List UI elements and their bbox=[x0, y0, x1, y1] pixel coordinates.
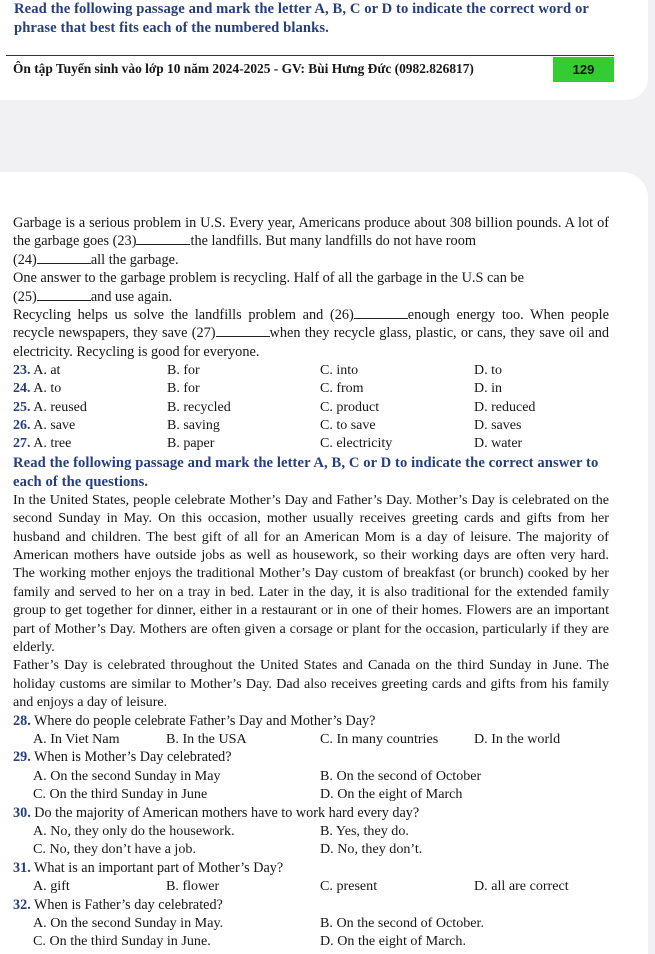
passage1-text: and use again. bbox=[90, 288, 173, 305]
option-b: B. for bbox=[167, 362, 200, 378]
option-d: D. reduced bbox=[474, 399, 536, 415]
options-31 bbox=[33, 877, 613, 895]
option-c: C. to save bbox=[320, 418, 376, 433]
question-row-24 bbox=[13, 380, 613, 398]
passage1-line-24 bbox=[13, 251, 609, 269]
option-d: D. to bbox=[474, 362, 502, 378]
question-number: 26. bbox=[13, 418, 31, 433]
options-29-ab bbox=[33, 767, 613, 785]
options-28 bbox=[33, 730, 613, 748]
passage1-text: Garbage is a serious problem in U.S. Every year, Americans produce about 308 billion pounds. A lot of the garbage goes (23) bbox=[13, 215, 609, 250]
option-d: D. No, they don’t. bbox=[320, 841, 423, 858]
options-32-ab bbox=[33, 914, 613, 932]
passage1-text: all the garbage. bbox=[90, 251, 179, 268]
option-d: D. On the eight of March bbox=[320, 786, 463, 803]
option-b: B. flower bbox=[166, 878, 220, 895]
option-b: B. recycled bbox=[167, 399, 231, 415]
option-a: A. On the second Sunday in May. bbox=[33, 915, 224, 931]
options-32-cd bbox=[33, 932, 613, 950]
option-b: B. paper bbox=[167, 436, 215, 452]
option-a: A. reused bbox=[33, 399, 87, 415]
question-number: 32. bbox=[13, 896, 31, 913]
options-30-ab bbox=[33, 822, 613, 840]
option-c: C. product bbox=[320, 399, 380, 415]
option-c: C. In many countries bbox=[320, 731, 439, 747]
passage1-text: when they recycle glass, plastic, or cans, they save oil and electricity. Recycling is good for everyone. bbox=[13, 325, 610, 360]
page-main bbox=[0, 172, 648, 954]
option-a: A. gift bbox=[33, 878, 70, 895]
passage2-paragraph2: Father’s Day is celebrated throughout the United States and Canada on the third Sunday in June. The holiday customs are similar to Mother’s Day. Dad also receives greeting cards and gifts from his family and enjoys a day of leisure. bbox=[13, 657, 609, 711]
option-d: D. In the world bbox=[474, 731, 561, 747]
question-number: 27. bbox=[13, 436, 31, 452]
question-text: Where do people celebrate Father’s Day and Mother’s Day? bbox=[30, 712, 376, 729]
option-b: B. for bbox=[167, 381, 200, 397]
page-number-badge: 129 bbox=[553, 57, 614, 82]
blank-23 bbox=[136, 233, 190, 245]
blank-24 bbox=[37, 252, 91, 264]
passage1-text: Recycling helps us solve the landfills problem and (26) bbox=[13, 307, 354, 323]
option-c: C. On the third Sunday in June bbox=[33, 786, 208, 803]
passage1-text: enough energy too. When people recycle newspapers, they save (27) bbox=[13, 307, 609, 342]
blank-25 bbox=[37, 289, 91, 301]
option-d: D. saves bbox=[474, 418, 522, 433]
passage1-line-25 bbox=[13, 288, 609, 306]
option-b: B. On the second of October bbox=[320, 767, 482, 784]
passage1-paragraph2 bbox=[13, 269, 609, 287]
option-c: C. electricity bbox=[320, 436, 393, 452]
option-c: C. into bbox=[320, 362, 359, 378]
option-a: A. save bbox=[33, 418, 76, 433]
question-29 bbox=[13, 748, 232, 766]
option-a: A. No, they only do the housework. bbox=[33, 823, 235, 839]
options-30-cd bbox=[33, 840, 613, 858]
option-b: B. Yes, they do. bbox=[320, 823, 409, 839]
question-row-27 bbox=[13, 435, 613, 453]
page-header-text: Ôn tập Tuyển sinh vào lớp 10 năm 2024-2025 - GV: Bùi Hưng Đức (0982.826817) bbox=[13, 61, 474, 76]
passage1-text: One answer to the garbage problem is recycling. Half of all the garbage in the U.S can be bbox=[13, 270, 524, 287]
option-a: A. at bbox=[33, 362, 61, 378]
question-number: 28. bbox=[13, 712, 31, 729]
passage1-paragraph3 bbox=[13, 306, 609, 361]
question-number: 25. bbox=[13, 399, 31, 415]
passage1-paragraph1 bbox=[13, 214, 609, 251]
question-number: 30. bbox=[13, 804, 31, 821]
option-c: C. On the third Sunday in June. bbox=[33, 933, 211, 950]
question-number: 24. bbox=[13, 381, 31, 397]
question-text: What is an important part of Mother’s Day? bbox=[30, 859, 284, 876]
question-number: 31. bbox=[13, 859, 31, 876]
passage1-text: (24) bbox=[13, 251, 37, 268]
question-text: When is Mother’s Day celebrated? bbox=[30, 749, 232, 766]
question-row-23 bbox=[13, 362, 613, 380]
question-30 bbox=[13, 804, 419, 822]
blank-26 bbox=[354, 307, 408, 319]
page-top bbox=[0, 0, 648, 100]
passage1-text: the landfills. But many landfills do not have room bbox=[190, 233, 476, 250]
options-29-cd bbox=[33, 785, 613, 803]
option-d: D. water bbox=[474, 436, 523, 452]
question-row-26 bbox=[13, 417, 613, 435]
option-d: D. all are correct bbox=[474, 878, 569, 895]
question-row-25 bbox=[13, 399, 613, 417]
blank-27 bbox=[216, 325, 270, 337]
passage1-text: (25) bbox=[13, 288, 37, 305]
option-a: A. tree bbox=[33, 436, 72, 452]
option-b: B. In the USA bbox=[166, 731, 247, 747]
question-text: When is Father’s day celebrated? bbox=[30, 896, 223, 913]
question-32 bbox=[13, 896, 223, 914]
option-c: C. No, they don’t have a job. bbox=[33, 841, 196, 858]
option-c: C. present bbox=[320, 878, 378, 895]
header-divider bbox=[6, 55, 614, 56]
question-28 bbox=[13, 712, 375, 730]
option-a: A. In Viet Nam bbox=[33, 731, 120, 747]
option-d: D. in bbox=[474, 381, 502, 397]
instruction-heading: Read the following passage and mark the letter A, B, C or D to indicate the correct word or phrase that best fits each of the numbered blanks. bbox=[14, 1, 589, 36]
option-d: D. On the eight of March. bbox=[320, 933, 466, 950]
reading-heading: Read the following passage and mark the letter A, B, C or D to indicate the correct answer to each of the questions. bbox=[13, 455, 599, 490]
question-text: Do the majority of American mothers have to work hard every day? bbox=[30, 804, 420, 821]
option-b: B. saving bbox=[167, 418, 220, 433]
question-31 bbox=[13, 859, 283, 877]
option-b: B. On the second of October. bbox=[320, 915, 484, 931]
question-number: 29. bbox=[13, 749, 31, 766]
option-a: A. On the second Sunday in May bbox=[33, 767, 221, 784]
option-a: A. to bbox=[33, 381, 62, 397]
option-c: C. from bbox=[320, 381, 364, 397]
question-number: 23. bbox=[13, 362, 31, 378]
passage2-paragraph1: In the United States, people celebrate Mother’s Day and Father’s Day. Mother’s Day is celebrated on the second Sunday in May. On this occasion, mother usually receives greeting cards and gifts from her husband and children. The best gift of all for an American Mom is a day of leisure. The majority of American mothers have outside jobs as well as housework, so their working days are often very hard. The working mother enjoys the traditional Mother’s Day custom of breakfast (or brunch) cooked by her family and served to her on a tray in bed. Later in the day, it is also traditional for the extended family group to get together for dinner, either in a restaurant or in one of their homes. Flowers are an important part of Mother’s Day. Mothers are often given a corsage or plant for the occasion, particularly if they are elderly. bbox=[13, 491, 609, 656]
